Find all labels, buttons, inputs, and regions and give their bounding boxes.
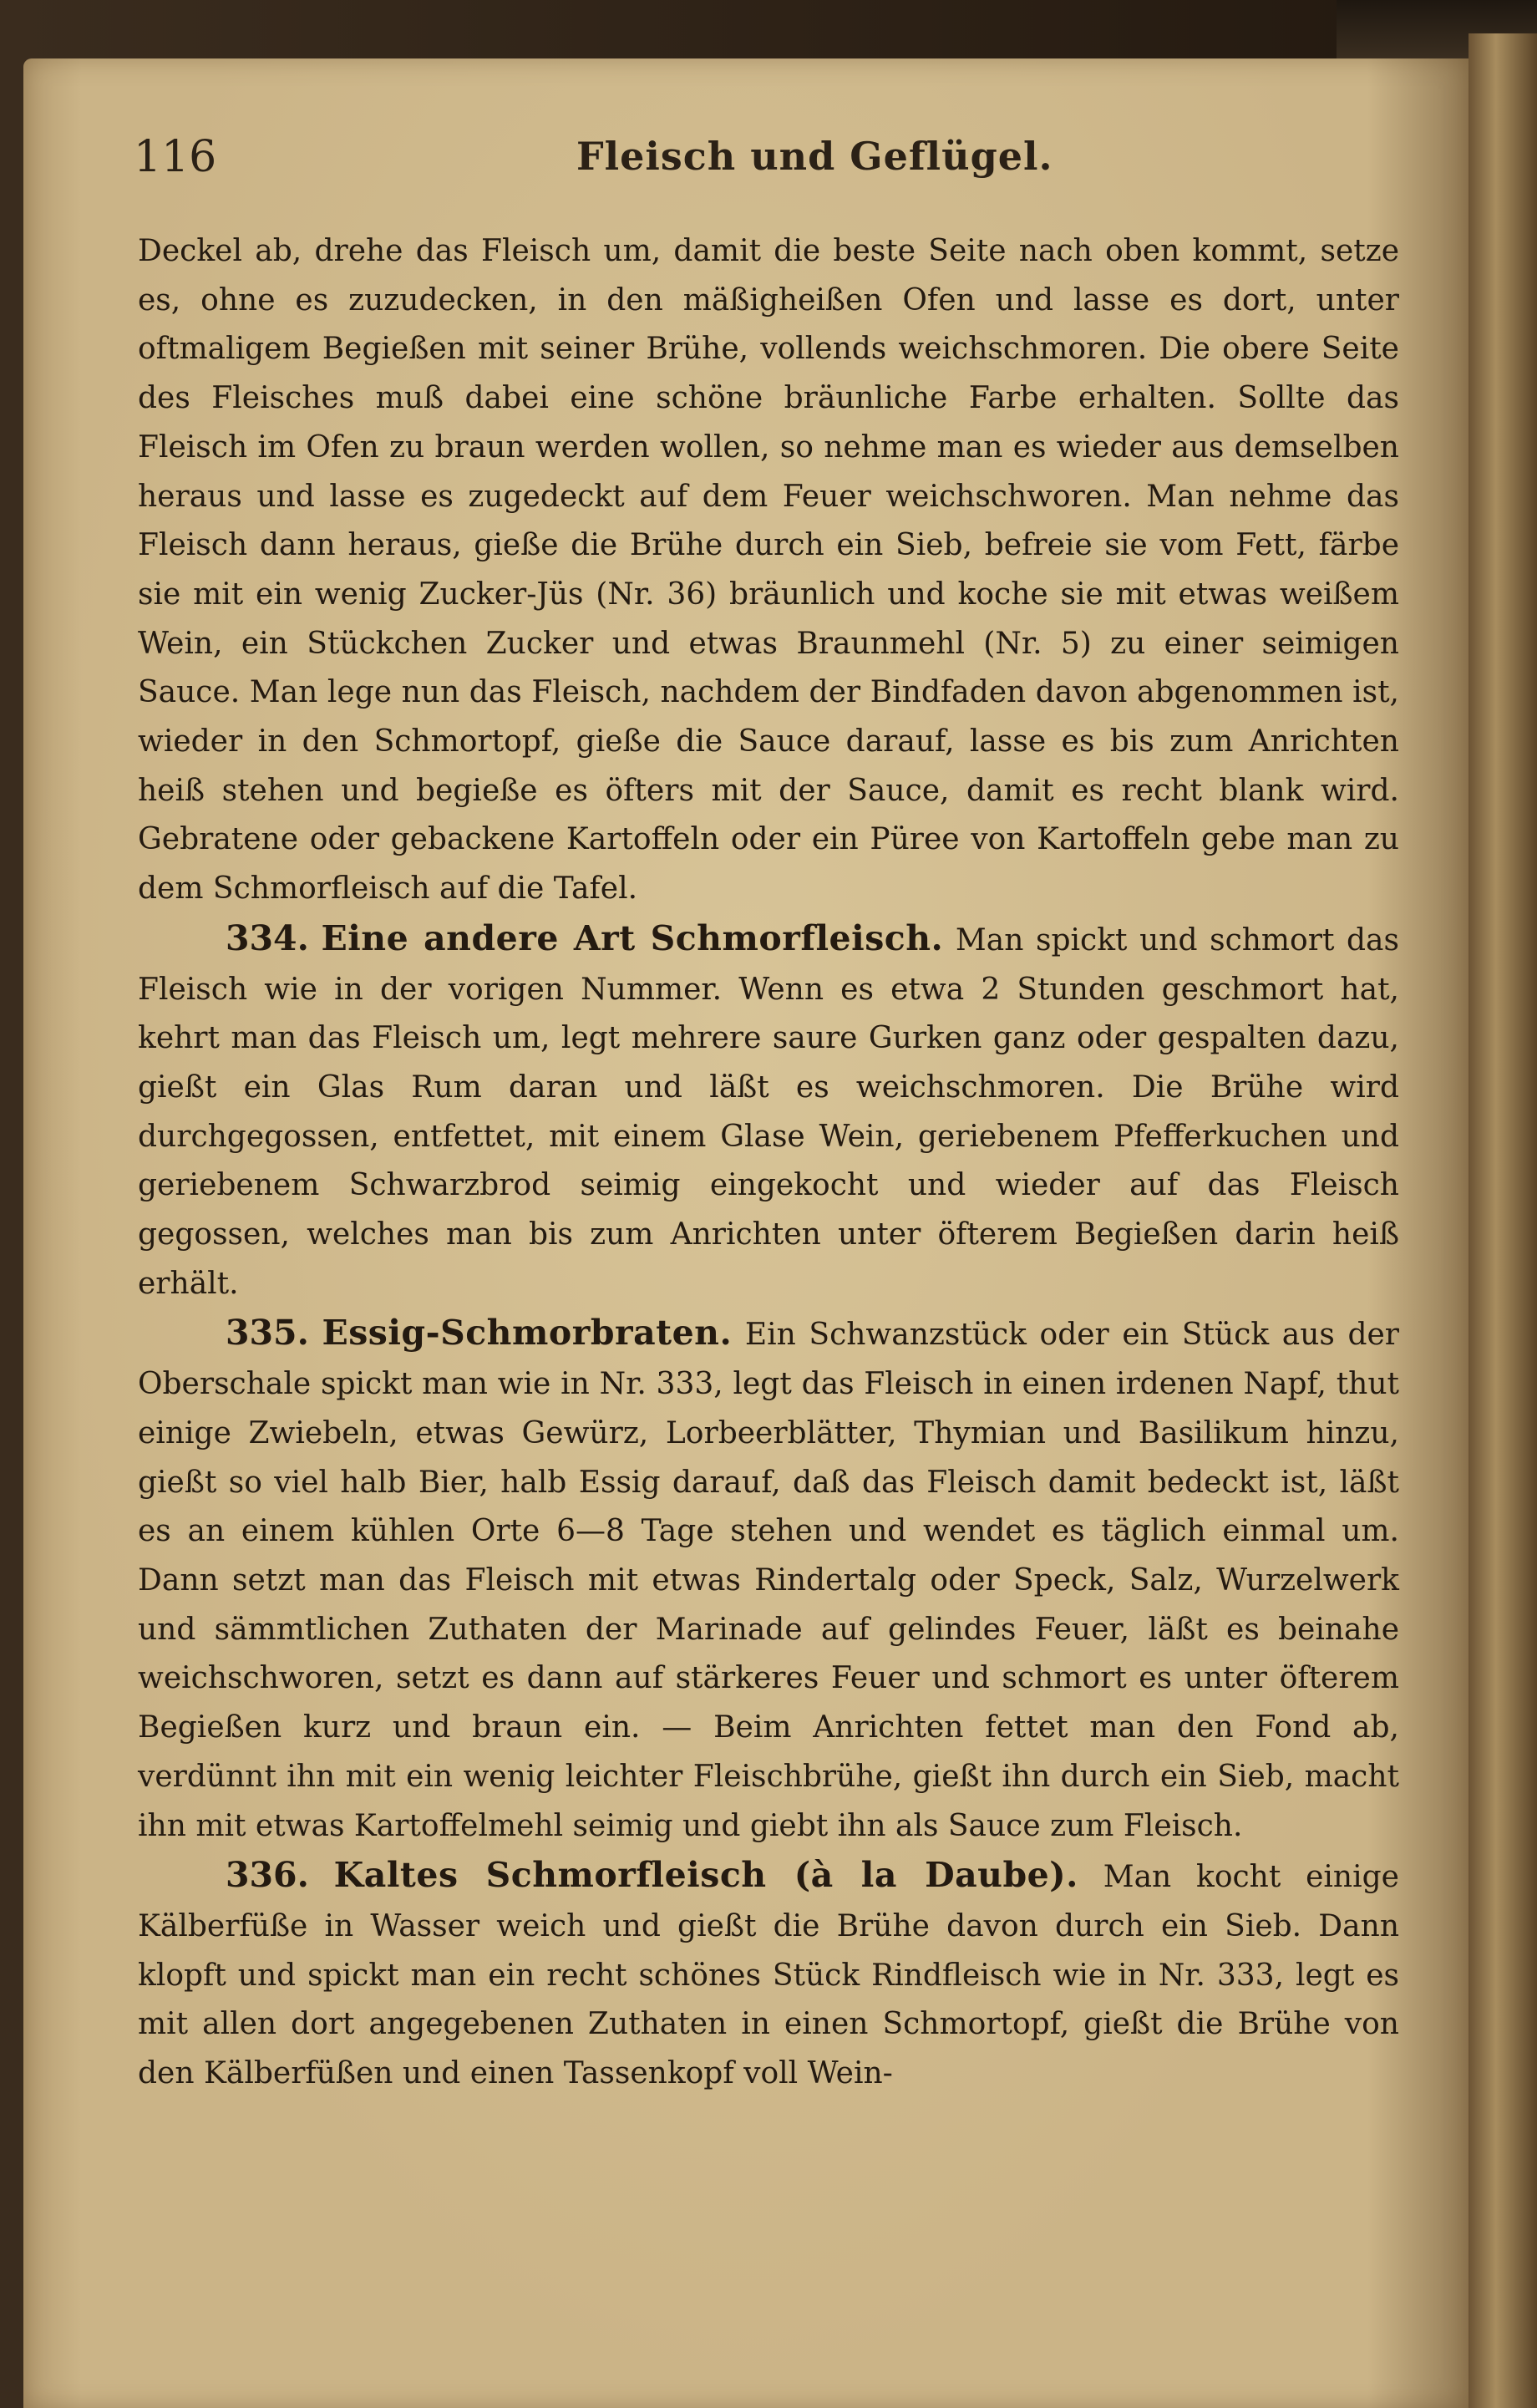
recipe-title: Essig-Schmorbraten. (322, 1313, 733, 1354)
page-body (138, 227, 1399, 2099)
continued-paragraph: Deckel ab, drehe das Fleisch um, damit die beste Seite nach oben kommt, setze es, ohne es zuzudecken, in den mäßigheißen Ofen und lasse es dort, unter oftmaligem Begießen mit seiner Brühe, vollends weichschmoren. Die obere Seite des Fleisches muß dabei eine schöne bräunliche Farbe erhalten. Sollte das Fleisch im Ofen zu braun werden wollen, so nehme man es wieder aus demselben heraus und lasse es zugedeckt auf dem Feuer weichschworen. Man nehme das Fleisch dann heraus, gieße die Brühe durch ein Sieb, befreie sie vom Fett, färbe sie mit ein wenig Zucker-Jüs (Nr. 36) bräunlich und koche sie mit etwas weißem Wein, ein Stückchen Zucker und etwas Braunmehl (Nr. 5) zu einer seimigen Sauce. Man lege nun das Fleisch, nachdem der Bindfaden davon abgenommen ist, wieder in den Schmortopf, gieße die Sauce darauf, lasse es bis zum Anrichten heiß stehen und begieße es öfters mit der Sauce, damit es recht blank wird. Gebratene oder gebackene Kartoffeln oder ein Püree von Kartoffeln gebe man zu dem Schmorfleisch auf die Tafel. (138, 234, 1399, 907)
recipe-number: 335. (226, 1313, 309, 1354)
recipe-text: Ein Schwanzstück oder ein Stück aus der Oberschale spickt man wie in Nr. 333, legt das Fleisch in einen irdenen Napf, thut einige Zwiebeln, etwas Gewürz, Lorbeerblätter, Thymian und Basilikum hinzu, gießt so viel halb Bier, halb Essig darauf, daß das Fleisch damit bedeckt ist, läßt es an einem kühlen Orte 6—8 Tage stehen und wendet es täglich einmal um. Dann setzt man das Fleisch mit etwas Rindertalg oder Speck, Salz, Wurzelwerk und sämmtlichen Zuthaten der Marinade auf gelindes Feuer, läßt es beinahe weichschworen, setzt es dann auf stärkeres Feuer und schmort es unter öfterem Begießen kurz und braun ein. — Beim Anrichten fettet man den Fond ab, verdünnt ihn mit ein wenig leichter Fleischbrühe, gießt ihn durch ein Sieb, macht ihn mit etwas Kartoffelmehl seimig und giebt ihn als Sauce zum Fleisch. (138, 1318, 1399, 1843)
recipe-334 (138, 914, 1399, 1309)
recipe-number: 336. (226, 1855, 309, 1896)
recipe-text: Man spickt und schmort das Fleisch wie in der vorigen Nummer. Wenn es etwa 2 Stunden geschmort hat, kehrt man das Fleisch um, legt mehrere saure Gurken ganz oder gespalten dazu, gießt ein Glas Rum daran und läßt es weichschmoren. Die Brühe wird durchgegossen, entfettet, mit einem Glase Wein, geriebenem Pfefferkuchen und geriebenem Schwarzbrod seimig eingekocht und wieder auf das Fleisch gegossen, welches man bis zum Anrichten unter öfterem Begießen darin heiß erhält. (138, 922, 1399, 1301)
book-spine (1469, 33, 1537, 2408)
recipe-number: 334. (226, 917, 309, 958)
recipe-text: Man kocht einige Kälberfüße in Wasser weich und gießt die Brühe davon durch ein Sieb. Dann klopft und spickt man ein recht schönes Stück Rindfleisch wie in Nr. 333, legt es mit allen dort angegebenen Zuthaten in einen Schmortopf, gießt die Brühe von den Kälberfüßen und einen Tassenkopf voll Wein- (138, 1860, 1399, 2091)
recipe-336 (138, 1851, 1399, 2099)
page-header (134, 125, 1420, 201)
recipe-title: Kaltes Schmorfleisch (à la Daube). (333, 1855, 1078, 1896)
recipe-335 (138, 1308, 1399, 1851)
recipe-title: Eine andere Art Schmorfleisch. (321, 917, 944, 958)
running-head: Fleisch und Geflügel. (576, 134, 1053, 179)
page-number: 116 (134, 132, 217, 182)
